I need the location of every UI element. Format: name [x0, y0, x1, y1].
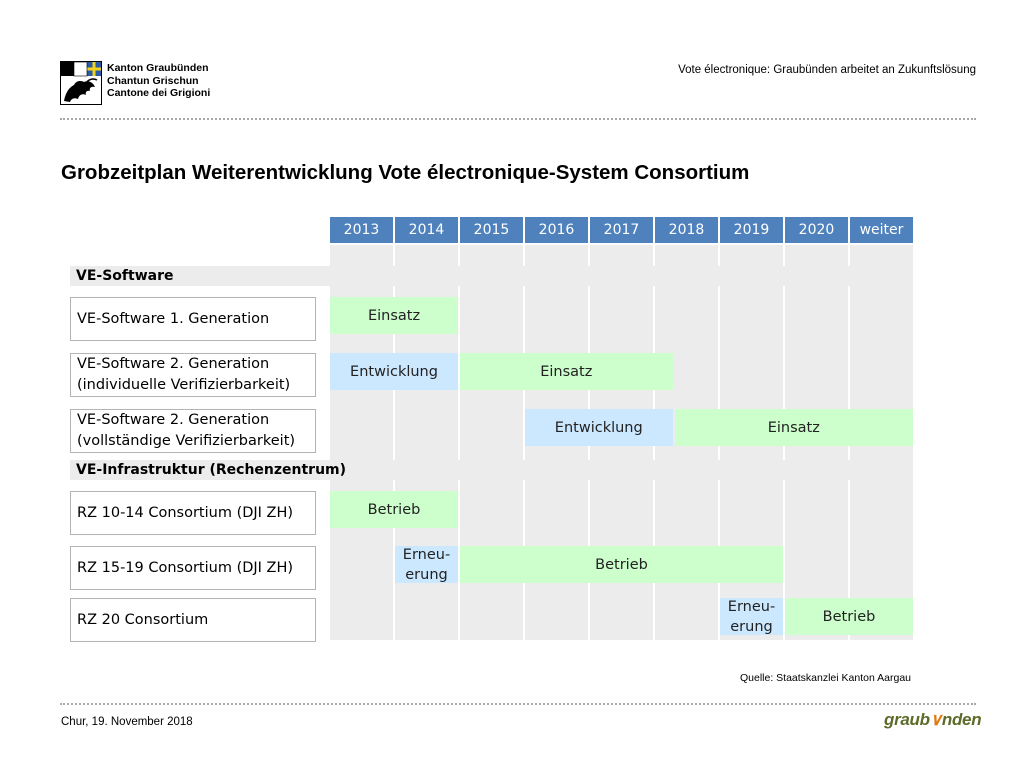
canton-name-de: Kanton Graubünden	[107, 62, 209, 74]
graubuenden-brand-logo: graub∨nden	[884, 710, 982, 729]
row-label	[70, 409, 316, 453]
row-label-line: VE-Software 2. Generation	[77, 412, 270, 428]
row-label-line: RZ 20 Consortium	[77, 611, 209, 628]
timeline-bar-entwicklung: Entwicklung	[525, 409, 673, 446]
timeline-bar-entwicklung: Entwicklung	[330, 353, 458, 390]
row-label	[70, 598, 316, 642]
timeline-bar-einsatz: Einsatz	[675, 409, 914, 446]
year-header-2017: 2017	[590, 217, 653, 243]
year-header-2016: 2016	[525, 217, 588, 243]
source-note: Quelle: Staatskanzlei Kanton Aargau	[739, 672, 911, 684]
year-header-2019: 2019	[720, 217, 783, 243]
row-label-line: RZ 15-19 Consortium (DJI ZH)	[77, 559, 294, 576]
year-header-2014: 2014	[395, 217, 458, 243]
year-header-weiter: weiter	[850, 217, 913, 243]
row-label	[70, 297, 316, 341]
row-label-line: (vollständige Verifizierbarkeit)	[77, 433, 296, 449]
timeline-bar-betrieb: Betrieb	[330, 491, 458, 528]
row-label-line: VE-Software 1. Generation	[77, 310, 270, 327]
page-title: Grobzeitplan Weiterentwicklung Vote électronique-System Consortium	[61, 161, 750, 184]
timeline-bar-erneuerung: Erneu- erung	[395, 546, 458, 583]
footer-divider	[60, 703, 976, 705]
timeline-bar-erneuerung: Erneu- erung	[720, 598, 783, 635]
year-header-2015: 2015	[460, 217, 523, 243]
header-title: Vote électronique: Graubünden arbeitet an Zukunftslösung	[678, 64, 976, 76]
timeline-bar-einsatz: Einsatz	[330, 297, 458, 334]
year-header-2013: 2013	[330, 217, 393, 243]
year-header-2020: 2020	[785, 217, 848, 243]
row-label-line: (individuelle Verifizierbarkeit)	[77, 377, 291, 393]
section-header: VE-Software	[70, 266, 911, 286]
timeline-bar-betrieb: Betrieb	[460, 546, 783, 583]
canton-name-it: Cantone dei Grigioni	[107, 87, 211, 99]
canton-name-rm: Chantun Grischun	[107, 74, 199, 87]
row-label	[70, 546, 316, 590]
row-label	[70, 491, 316, 535]
row-label-line: VE-Software 2. Generation	[77, 356, 270, 372]
row-label	[70, 353, 316, 397]
timeline-bar-betrieb: Betrieb	[785, 598, 913, 635]
timeline-bar-einsatz: Einsatz	[460, 353, 673, 390]
year-header-2018: 2018	[655, 217, 718, 243]
section-header: VE-Infrastruktur (Rechenzentrum)	[70, 460, 911, 480]
footer-date: Chur, 19. November 2018	[61, 716, 193, 728]
row-label-line: RZ 10-14 Consortium (DJI ZH)	[77, 504, 294, 521]
